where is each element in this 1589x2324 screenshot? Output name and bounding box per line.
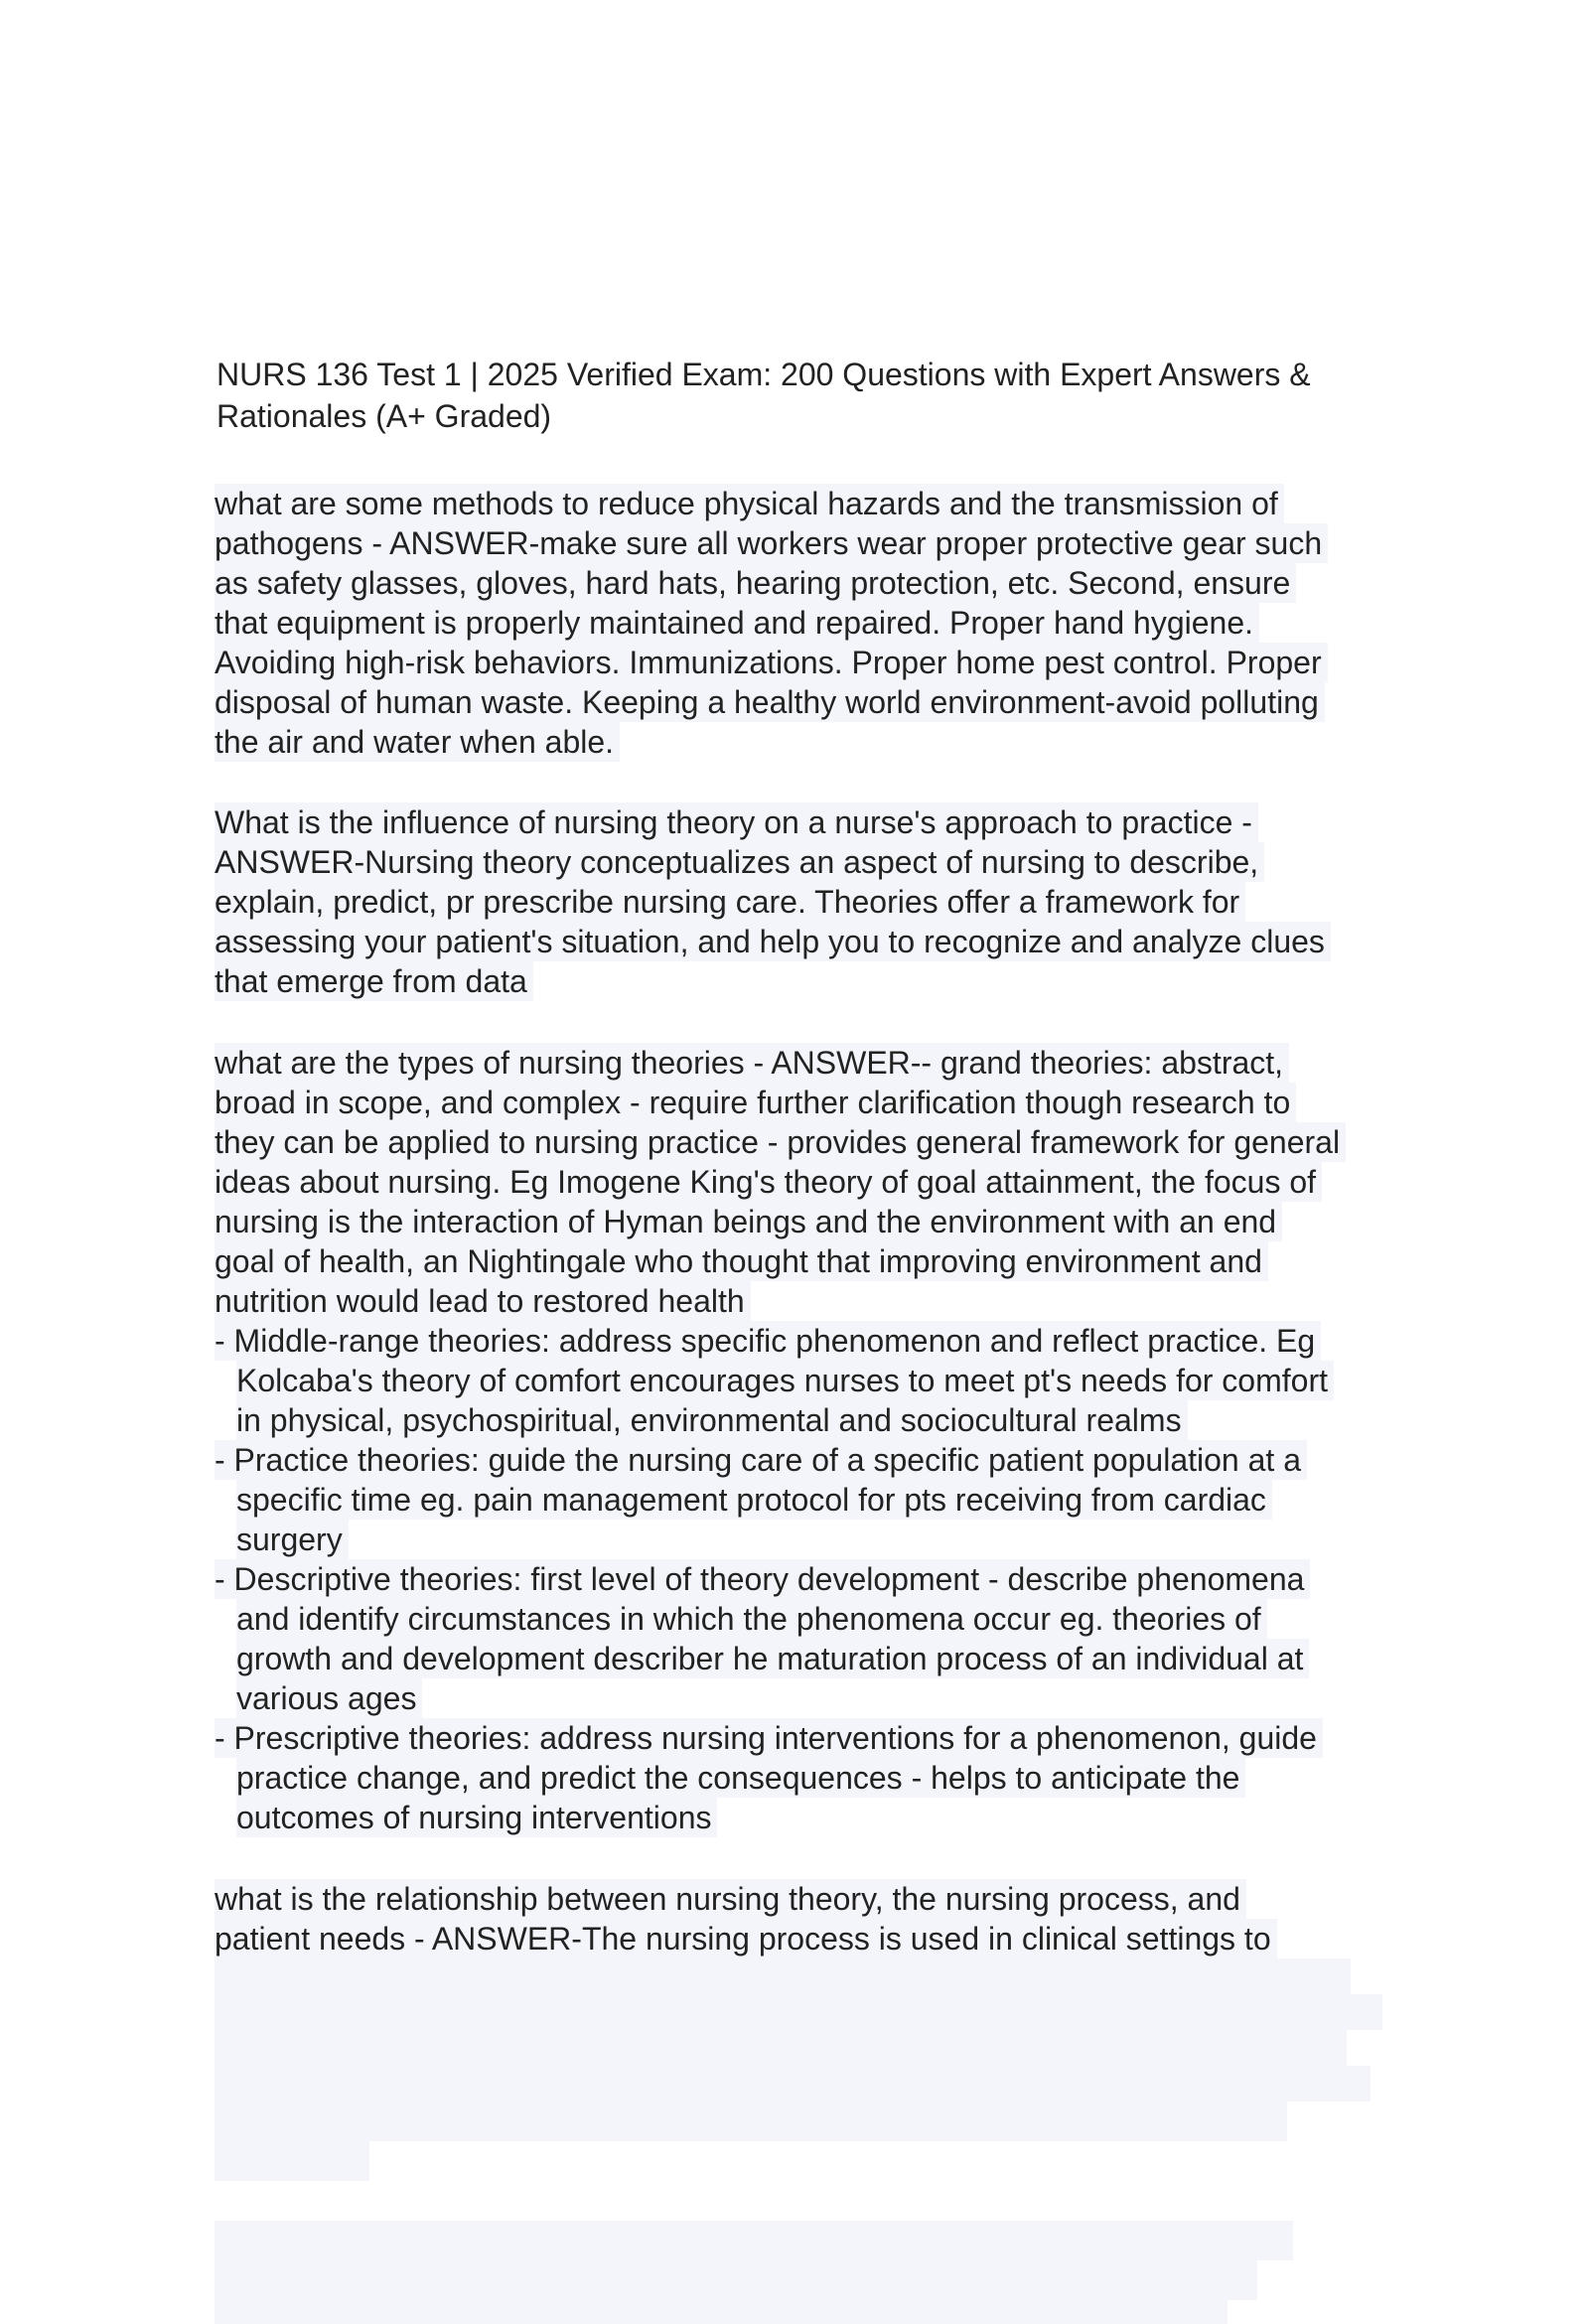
qa3-line: ideas about nursing. Eg Imogene King's theory of goal attainment, the focus of (215, 1162, 1322, 1202)
qa-block-2 (215, 802, 1331, 1001)
qa2-line: ANSWER-Nursing theory conceptualizes an aspect of nursing to describe, (215, 842, 1264, 882)
title-line-2: Rationales (A+ Graded) (217, 398, 552, 434)
redacted-line (215, 2221, 1293, 2260)
qa1-line: as safety glasses, gloves, hard hats, hearing protection, etc. Second, ensure (215, 563, 1296, 603)
qa3-list-item: - Descriptive theories: first level of theory development - describe phenomena (215, 1559, 1310, 1599)
qa3-list-item: - Prescriptive theories: address nursing interventions for a phenomenon, guide (215, 1718, 1323, 1758)
qa3-line: they can be applied to nursing practice - provides general framework for general (215, 1122, 1346, 1162)
qa3-list-item: - Practice theories: guide the nursing care of a specific patient population at a (215, 1440, 1307, 1480)
redacted-line (215, 2102, 1287, 2141)
qa3-line: specific time eg. pain management protocol for pts receiving from cardiac (236, 1480, 1272, 1520)
qa1-line: what are some methods to reduce physical hazards and the transmission of (215, 484, 1284, 523)
qa3-line: what are the types of nursing theories - ANSWER-- grand theories: abstract, (215, 1043, 1289, 1083)
qa-block-4 (215, 1879, 1277, 1959)
qa3-line: and identify circumstances in which the phenomena occur eg. theories of (236, 1599, 1267, 1639)
redacted-line (215, 1994, 1382, 2030)
qa4-line: what is the relationship between nursing theory, the nursing process, and (215, 1879, 1246, 1919)
qa3-line: broad in scope, and complex - require further clarification though research to (215, 1083, 1296, 1122)
redacted-line (215, 2141, 369, 2181)
redacted-line (215, 1959, 1351, 1994)
qa-block-1 (215, 484, 1328, 762)
qa1-line: that equipment is properly maintained and repaired. Proper hand hygiene. (215, 603, 1259, 643)
qa3-line: growth and development describer he maturation process of an individual at (236, 1639, 1309, 1678)
qa4-line: patient needs - ANSWER-The nursing process is used in clinical settings to (215, 1919, 1277, 1959)
qa3-line: Kolcaba's theory of comfort encourages nurses to meet pt's needs for comfort (236, 1361, 1334, 1400)
qa3-line: practice change, and predict the consequences - helps to anticipate the (236, 1758, 1245, 1798)
qa3-line: outcomes of nursing interventions (236, 1798, 717, 1837)
qa3-list-item: - Middle-range theories: address specific phenomenon and reflect practice. Eg (215, 1321, 1321, 1361)
qa1-line: Avoiding high-risk behaviors. Immunizations. Proper home pest control. Proper (215, 643, 1328, 682)
qa3-line: various ages (236, 1678, 422, 1718)
qa2-line: that emerge from data (215, 961, 533, 1001)
title-line-1: NURS 136 Test 1 | 2025 Verified Exam: 200 Questions with Expert Answers & (217, 357, 1311, 392)
qa1-line: the air and water when able. (215, 722, 620, 762)
qa-block-3 (215, 1043, 1346, 1837)
redacted-line (215, 2300, 1228, 2324)
qa3-line: goal of health, an Nightingale who thought that improving environment and (215, 1241, 1268, 1281)
qa2-line: assessing your patient's situation, and help you to recognize and analyze clues (215, 922, 1331, 961)
qa1-line: pathogens - ANSWER-make sure all workers wear proper protective gear such (215, 523, 1328, 563)
qa3-line: in physical, psychospiritual, environmental and sociocultural realms (236, 1400, 1188, 1440)
redacted-line (215, 2260, 1257, 2300)
qa3-line: nursing is the interaction of Hyman beings and the environment with an end (215, 1202, 1282, 1241)
redacted-line (215, 2066, 1371, 2102)
document-title (217, 354, 1408, 437)
qa2-line: explain, predict, pr prescribe nursing care. Theories offer a framework for (215, 882, 1245, 922)
qa3-line: nutrition would lead to restored health (215, 1281, 751, 1321)
qa1-line: disposal of human waste. Keeping a healthy world environment-avoid polluting (215, 682, 1325, 722)
qa3-line: surgery (236, 1520, 349, 1559)
qa2-line: What is the influence of nursing theory on a nurse's approach to practice - (215, 802, 1258, 842)
redacted-line (215, 2030, 1347, 2066)
